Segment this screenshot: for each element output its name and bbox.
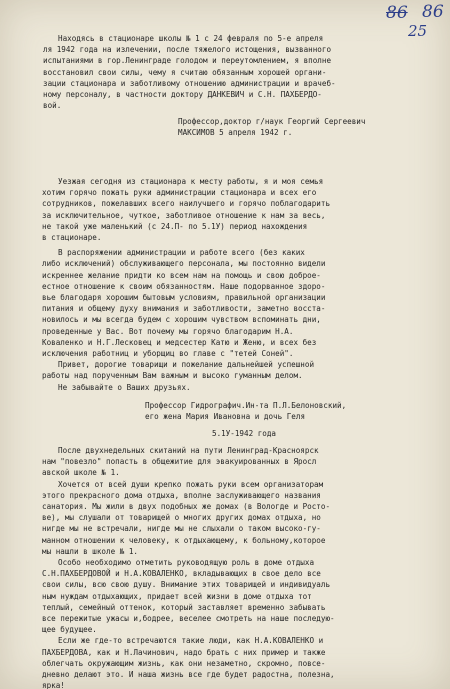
- text-line: ярка!: [42, 681, 65, 689]
- text-line: либо исключений) обслуживающего персонала, мы постоянно видели: [42, 259, 326, 269]
- text-line: Коваленко и Н.Г.Лесковец и медсестер Катю и Женю, и всех без: [42, 337, 317, 347]
- text-line: естное отношение к своим обязанностям. Наше подорванное здоро-: [42, 281, 326, 291]
- signature-line: его жена Мария Ивановна и дочь Геля: [145, 412, 306, 422]
- text-line: ному персоналу, в частности доктору ДАНКЕВИЧ и С.Н. ПАХБЕРДО-: [43, 90, 322, 100]
- page-number-second: 25: [408, 22, 428, 40]
- text-line: проведенные у Вас. Вот почему мы горячо благодарим Н.А.: [42, 326, 294, 336]
- signature-line: Профессор Гидрографич.Ин-та П.Л.Белоновский,: [145, 401, 347, 410]
- text-line: авской школе № 1.: [42, 468, 120, 478]
- text-line: дневно делают это. И наша жизнь все где будет радостна, полезна,: [42, 670, 335, 680]
- text-line: все пережитые ужасы и,бодрее, веселее смотреть на наше последую-: [42, 614, 335, 624]
- text-line: Привет, дорогие товарищи и пожелание дальнейшей успешной: [58, 360, 315, 370]
- text-line: После двухнедельных скитаний на пути Ленинград-Красноярск: [58, 446, 319, 455]
- text-line: питания и общему духу внимания и заботливости, заметно восста-: [42, 304, 326, 314]
- text-line: ным нуждам отдыхающих, придает всей жизни в доме отдыха тот: [42, 591, 312, 601]
- text-line: мы нашли в школе № 1.: [42, 546, 139, 556]
- text-line: Особо необходимо отметить руководящую роль в доме отдыха: [58, 558, 315, 568]
- text-line: щее будущее.: [42, 625, 97, 635]
- text-line: не такой уже маленький (с 24.П- по 5.1У) период нахождения: [42, 221, 308, 231]
- text-line: Хочется от всей души крепко пожать руки всем организаторам: [58, 479, 324, 489]
- text-line: теплый, семейный оттенок, который заставляет временно забывать: [42, 602, 326, 612]
- text-line: вой.: [43, 101, 62, 111]
- text-line: нам "повезло" попасть в общежитие для эвакуированных в Яросл: [42, 457, 317, 467]
- text-line: исключения работниц и уборщиц во главе с "тетей Соней".: [42, 349, 294, 359]
- letter-section-2: [0, 176, 450, 393]
- text-line: новилось и мы всегда будем с хорошим чувством вспоминать дни,: [42, 315, 321, 325]
- letter-section-1: [0, 33, 450, 111]
- text-line: свои силы, всю свою душу. Внимание этих товарищей и индивидуаль: [42, 580, 331, 590]
- letter-section-3: [0, 445, 450, 689]
- text-line: нигде мы не встречали, нигде мы не слыхали о таком высоко-гу-: [42, 524, 321, 534]
- text-line: сотрудников, пожелавших всего наилучшего и горячо поблагодарить: [42, 199, 331, 209]
- text-line: ве), мы слушали от товарищей о многих других домах отдыха, но: [42, 513, 321, 523]
- signature-line: Профессор,доктор г/наук Георгий Сергеевич: [178, 117, 366, 126]
- text-line: испытаниями в гор.Ленинграде голодом и переутомлением, я вполне: [43, 56, 332, 66]
- text-line: санатория. Мы жили в двух подобных же домах (в Вологде и Росто-: [42, 502, 331, 512]
- signature-block-1: [0, 116, 450, 138]
- text-line: ля 1942 года на излечении, после тяжелого истощения, вызванного: [43, 45, 332, 55]
- text-line: С.Н.ПАХБЕРДОВОЙ и Н.А.КОВАЛЕНКО, вкладывающих в свое дело все: [42, 569, 321, 579]
- signature-line: 5.1У-1942 года: [212, 429, 277, 439]
- text-line: ПАХБЕРДОВА, как и Н.Лачинович, надо брать с них пример и также: [42, 647, 326, 657]
- text-line: Не забывайте о Ваших друзьях.: [58, 382, 191, 392]
- page-number-crossed: 86: [386, 3, 408, 23]
- text-line: облегчать окружающим жизнь, как они незаметно, скромно, повсе-: [42, 658, 326, 668]
- text-line: зации стационара и заботливому отношению администрации и врачеб-: [43, 78, 336, 88]
- text-line: этого прекрасного дома отдыха, вполне заслуживающего названия: [42, 490, 321, 500]
- text-line: восстановил свои силы, чему я считаю обязанным хорошей органи-: [43, 67, 327, 77]
- text-line: хотим горячо пожать руки администрации стационара и всех его: [42, 188, 317, 198]
- text-line: работы над порученным Вам важным и высоко гуманным делом.: [42, 371, 303, 381]
- text-line: манном отношении к человеку, к отдыхающему, к больному,которое: [42, 535, 326, 545]
- text-line: за исключительное, чуткое, заботливое отношение к нам за весь,: [42, 210, 326, 220]
- text-line: искреннее желание придти ко всем нам на помощь и свою доброе-: [42, 270, 321, 280]
- text-line: в стационаре.: [42, 233, 102, 243]
- text-line: Находясь в стационаре школы № 1 с 24 февраля по 5-е апреля: [58, 34, 324, 43]
- text-line: Если же где-то встречаются такие люди, как Н.А.КОВАЛЕНКО и: [58, 636, 324, 646]
- signature-line: МАКСИМОВ 5 апреля 1942 г.: [178, 128, 293, 138]
- text-line: вье благодаря хорошим бытовым условиям, правильной организации: [42, 293, 326, 303]
- signature-block-2: [0, 400, 450, 440]
- page-number: 86: [422, 2, 444, 22]
- text-line: Уезжая сегодня из стационара к месту работы, я и моя семья: [58, 177, 324, 186]
- text-line: В распоряжении администрации и работе всего (без каких: [58, 248, 305, 258]
